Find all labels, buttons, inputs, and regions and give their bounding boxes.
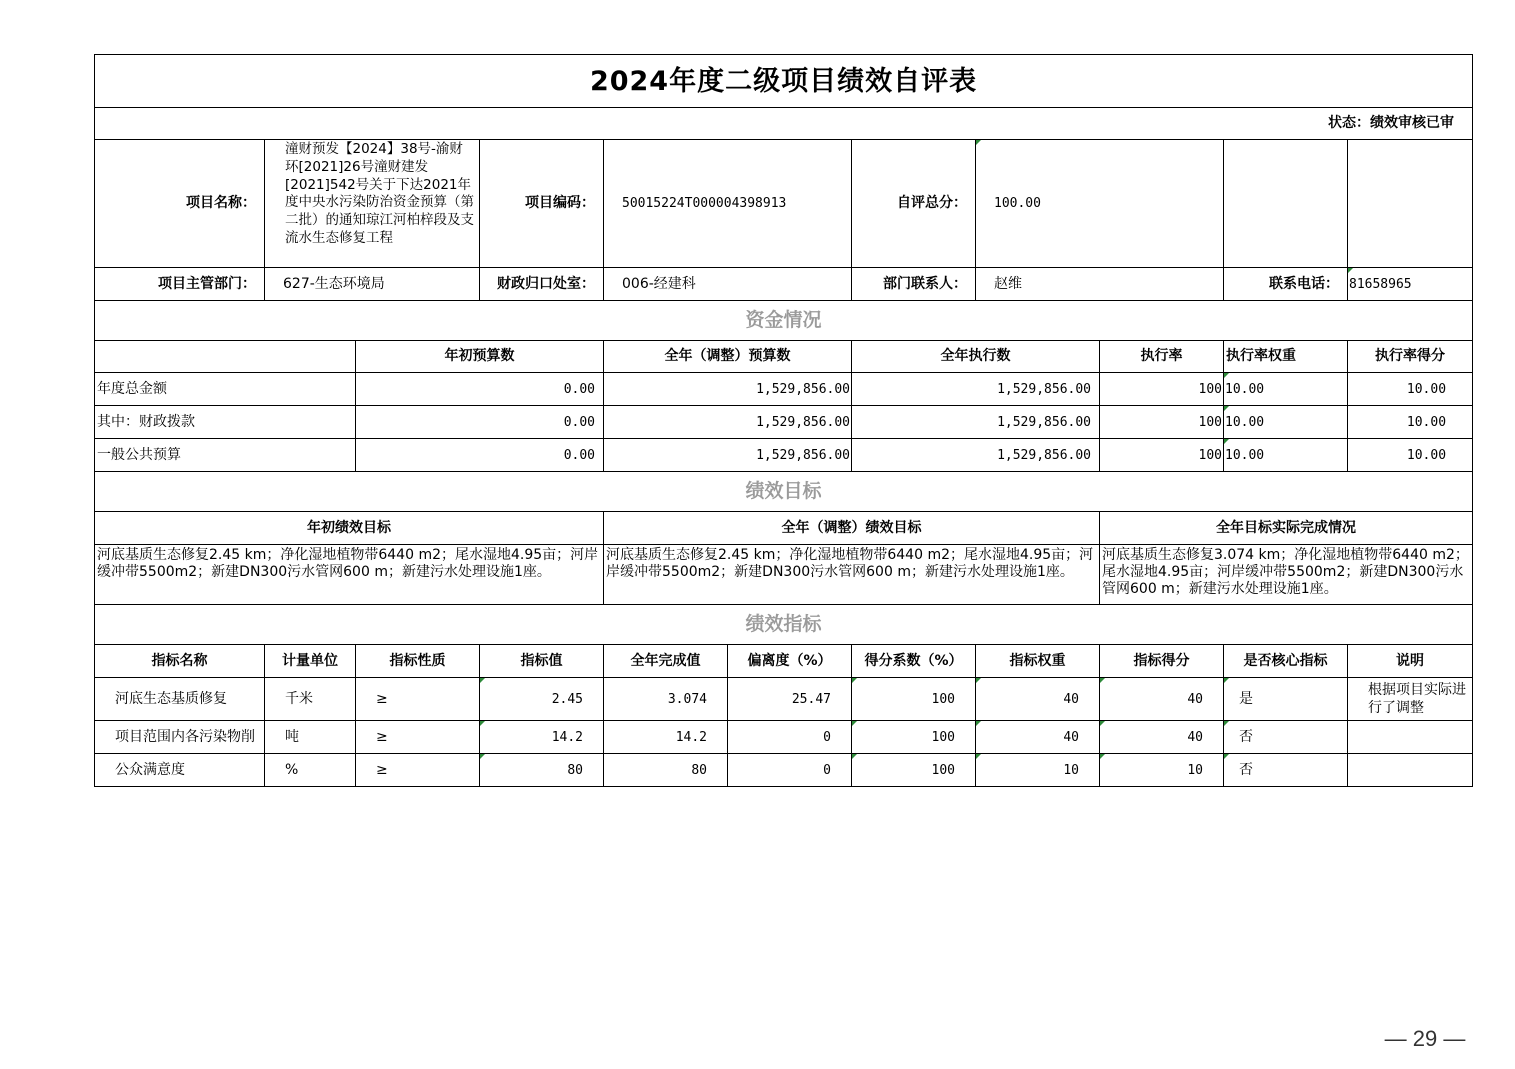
table-row <box>95 678 1473 721</box>
ind-header-name: 指标名称 <box>95 645 265 678</box>
fund-row-name: 一般公共预算 <box>95 439 356 472</box>
goals-header-initial: 年初绩效目标 <box>95 512 604 545</box>
goals-header-actual: 全年目标实际完成情况 <box>1100 512 1473 545</box>
funds-header-adjusted: 全年（调整）预算数 <box>604 341 852 373</box>
project-code-value: 50015224T000004398913 <box>604 140 852 268</box>
ind-row-deviation: 0 <box>728 754 852 787</box>
indicators-section-title: 绩效指标 <box>95 605 1473 645</box>
fund-row-adjusted: 1,529,856.00 <box>604 373 852 406</box>
self-score-label: 自评总分： <box>852 140 976 268</box>
table-row <box>95 721 1473 754</box>
ind-row-note <box>1348 721 1473 754</box>
contact-label: 部门联系人： <box>852 268 976 301</box>
ind-row-coefficient: 100 <box>852 754 976 787</box>
ind-row-completed: 3.074 <box>604 678 728 721</box>
page-title: 2024年度二级项目绩效自评表 <box>95 55 1473 108</box>
ind-row-unit: 千米 <box>265 678 356 721</box>
goals-adjusted-text: 河底基质生态修复2.45 km；净化湿地植物带6440 m2；尾水湿地4.95亩；河岸缓冲带5500m2；新建DN300污水管网600 m；新建污水处理设施1座。 <box>604 545 1100 605</box>
ind-header-score: 指标得分 <box>1100 645 1224 678</box>
project-name-value: 潼财预发【2024】38号-渝财环[2021]26号潼财建发[2021]542号关于下达2021年度中央水污染防治资金预算（第二批）的通知琼江河柏梓段及支流水生态修复工程 <box>265 140 480 268</box>
ind-row-completed: 14.2 <box>604 721 728 754</box>
funds-header-score: 执行率得分 <box>1348 341 1473 373</box>
self-score-value: 100.00 <box>976 140 1224 268</box>
ind-row-score: 40 <box>1100 678 1224 721</box>
ind-row-unit: 吨 <box>265 721 356 754</box>
ind-row-core: 否 <box>1224 754 1348 787</box>
ind-row-unit: % <box>265 754 356 787</box>
fund-row-executed: 1,529,856.00 <box>852 406 1100 439</box>
ind-row-name: 项目范围内各污染物削 <box>95 721 265 754</box>
ind-header-weight: 指标权重 <box>976 645 1100 678</box>
empty-cell <box>1348 140 1473 268</box>
ind-row-nature: ≥ <box>356 721 480 754</box>
funds-header-initial: 年初预算数 <box>356 341 604 373</box>
ind-row-nature: ≥ <box>356 754 480 787</box>
ind-row-nature: ≥ <box>356 678 480 721</box>
table-row <box>95 406 1473 439</box>
funds-header-rate: 执行率 <box>1100 341 1224 373</box>
fund-row-weight: 10.00 <box>1224 439 1348 472</box>
ind-row-deviation: 25.47 <box>728 678 852 721</box>
ind-header-coefficient: 得分系数（%） <box>852 645 976 678</box>
fund-row-weight: 10.00 <box>1224 406 1348 439</box>
phone-label: 联系电话： <box>1224 268 1348 301</box>
ind-row-score: 40 <box>1100 721 1224 754</box>
fund-row-score: 10.00 <box>1348 373 1473 406</box>
fund-row-initial: 0.00 <box>356 406 604 439</box>
fund-row-score: 10.00 <box>1348 439 1473 472</box>
project-code-label: 项目编码： <box>480 140 604 268</box>
fund-row-weight: 10.00 <box>1224 373 1348 406</box>
funds-header-executed: 全年执行数 <box>852 341 1100 373</box>
fund-row-executed: 1,529,856.00 <box>852 439 1100 472</box>
fund-row-adjusted: 1,529,856.00 <box>604 406 852 439</box>
fund-row-rate: 100 <box>1100 373 1224 406</box>
fund-row-initial: 0.00 <box>356 373 604 406</box>
table-row <box>95 754 1473 787</box>
status-badge: 状态：绩效审核已审 <box>95 108 1473 140</box>
ind-row-weight: 40 <box>976 721 1100 754</box>
fund-row-adjusted: 1,529,856.00 <box>604 439 852 472</box>
finance-office-value: 006-经建科 <box>604 268 852 301</box>
ind-row-name: 河底生态基质修复 <box>95 678 265 721</box>
ind-header-completed: 全年完成值 <box>604 645 728 678</box>
ind-header-nature: 指标性质 <box>356 645 480 678</box>
funds-header-weight: 执行率权重 <box>1224 341 1348 373</box>
ind-header-unit: 计量单位 <box>265 645 356 678</box>
ind-row-target: 80 <box>480 754 604 787</box>
ind-header-deviation: 偏离度（%） <box>728 645 852 678</box>
fund-row-name: 年度总金额 <box>95 373 356 406</box>
ind-row-core: 否 <box>1224 721 1348 754</box>
dept-label: 项目主管部门： <box>95 268 265 301</box>
funds-section-title: 资金情况 <box>95 301 1473 341</box>
ind-row-name: 公众满意度 <box>95 754 265 787</box>
ind-row-target: 2.45 <box>480 678 604 721</box>
ind-row-completed: 80 <box>604 754 728 787</box>
ind-header-core: 是否核心指标 <box>1224 645 1348 678</box>
empty-cell <box>1224 140 1348 268</box>
fund-row-rate: 100 <box>1100 439 1224 472</box>
ind-row-weight: 40 <box>976 678 1100 721</box>
fund-row-executed: 1,529,856.00 <box>852 373 1100 406</box>
fund-row-name: 其中：财政拨款 <box>95 406 356 439</box>
ind-row-weight: 10 <box>976 754 1100 787</box>
ind-row-coefficient: 100 <box>852 721 976 754</box>
phone-value: 81658965 <box>1348 268 1473 301</box>
dept-value: 627-生态环境局 <box>265 268 480 301</box>
project-name-label: 项目名称： <box>95 140 265 268</box>
goals-initial-text: 河底基质生态修复2.45 km；净化湿地植物带6440 m2；尾水湿地4.95亩；河岸缓冲带5500m2；新建DN300污水管网600 m；新建污水处理设施1座。 <box>95 545 604 605</box>
funds-header-name <box>95 341 356 373</box>
table-row <box>95 439 1473 472</box>
ind-row-deviation: 0 <box>728 721 852 754</box>
fund-row-score: 10.00 <box>1348 406 1473 439</box>
ind-header-target: 指标值 <box>480 645 604 678</box>
performance-evaluation-table <box>94 54 1473 787</box>
ind-row-score: 10 <box>1100 754 1224 787</box>
ind-row-note: 根据项目实际进行了调整 <box>1348 678 1473 721</box>
goals-actual-text: 河底基质生态修复3.074 km；净化湿地植物带6440 m2；尾水湿地4.95亩；河岸缓冲带5500m2；新建DN300污水管网600 m；新建污水处理设施1座。 <box>1100 545 1473 605</box>
ind-row-coefficient: 100 <box>852 678 976 721</box>
fund-row-rate: 100 <box>1100 406 1224 439</box>
ind-row-note <box>1348 754 1473 787</box>
table-row <box>95 373 1473 406</box>
ind-row-core: 是 <box>1224 678 1348 721</box>
goals-section-title: 绩效目标 <box>95 472 1473 512</box>
page-number: — 29 — <box>1384 1026 1466 1051</box>
ind-header-note: 说明 <box>1348 645 1473 678</box>
contact-value: 赵维 <box>976 268 1224 301</box>
ind-row-target: 14.2 <box>480 721 604 754</box>
goals-header-adjusted: 全年（调整）绩效目标 <box>604 512 1100 545</box>
finance-office-label: 财政归口处室： <box>480 268 604 301</box>
fund-row-initial: 0.00 <box>356 439 604 472</box>
